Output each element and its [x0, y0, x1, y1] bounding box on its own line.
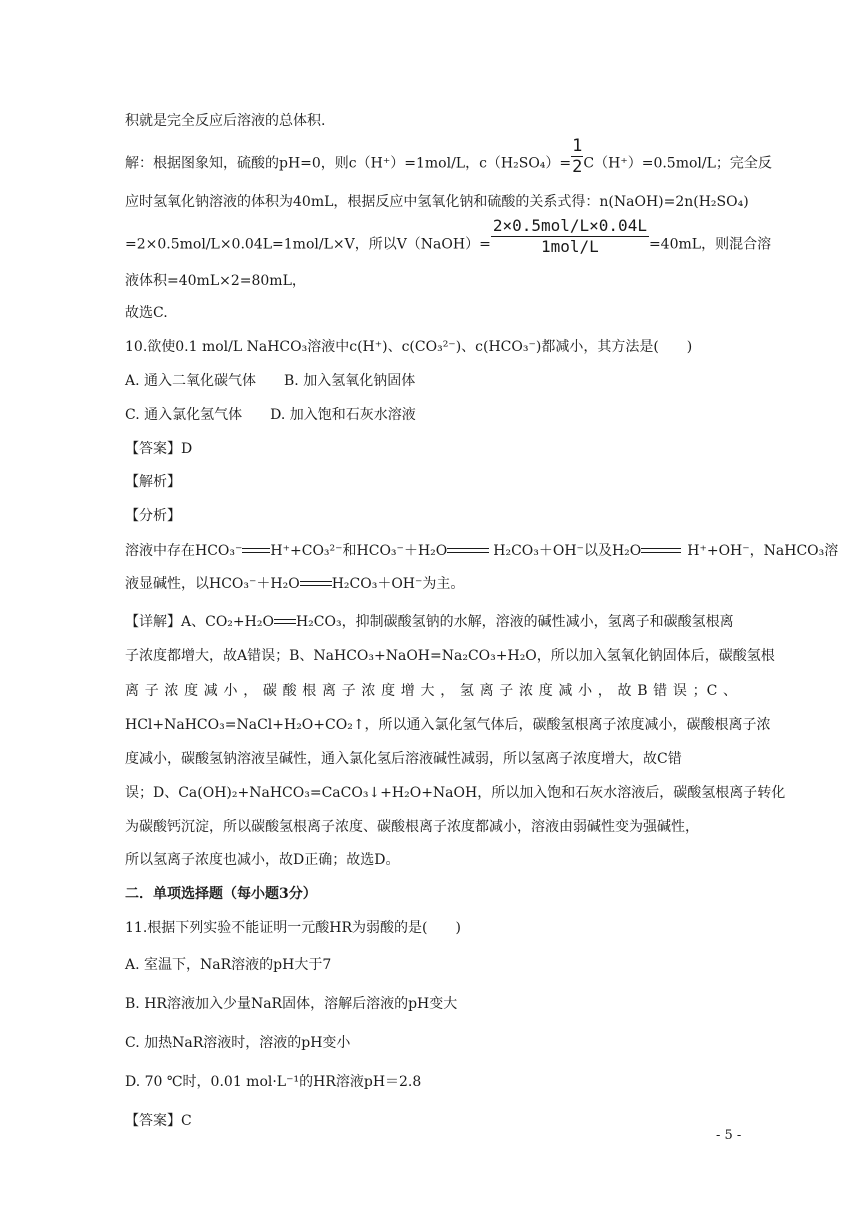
option-c: C. 加热NaR溶液时，溶液的pH变小: [125, 1035, 351, 1051]
answer-label: 【答案】D: [125, 441, 193, 457]
text-line: 应时氢氧化钠溶液的体积为40mL，根据反应中氢氧化钠和硫酸的关系式得：n(NaOH)=2n(H₂SO₄): [125, 194, 749, 210]
page-number: - 5 -: [716, 1128, 742, 1143]
text-segment: 液显碱性，以HCO₃⁻＋H₂O: [125, 576, 300, 592]
text-line: 积就是完全反应后溶液的总体积.: [125, 113, 326, 129]
text-segment: 【详解】A、CO₂+H₂O: [125, 614, 274, 630]
text-segment: 溶液中存在HCO₃⁻: [125, 543, 243, 559]
fraction-denominator: 1mol/L: [540, 237, 599, 256]
detail-line: 所以氢离子浓度也减小，故D正确；故选D。: [125, 852, 400, 868]
section-heading: 二．单项选择题（每小题3分）: [125, 886, 317, 902]
text-line: 液体积=40mL×2=80mL，: [125, 273, 306, 289]
detail-line: [125, 612, 737, 632]
equilibrium-arrow-icon: [274, 617, 296, 627]
option-a: A. 室温下，NaR溶液的pH大于7: [125, 957, 332, 973]
question-11: 11.根据下列实验不能证明一元酸HR为弱酸的是( ): [125, 920, 461, 936]
text-line: 故选C.: [125, 305, 168, 321]
analysis-subheading: 【分析】: [125, 508, 181, 524]
question-10: 10.欲使0.1 mol/L NaHCO₃溶液中c(H⁺)、c(CO₃²⁻)、c(HCO₃⁻)都减小，其方法是( ): [125, 339, 693, 355]
text-segment: H₂CO₃＋OH⁻以及H₂O: [493, 543, 642, 559]
text-segment: =2×0.5mol/L×0.04L=1mol/L×V，所以V（NaOH）=: [125, 236, 491, 253]
text-segment: 解：根据图象知，硫酸的pH=0，则c（H⁺）=1mol/L，c（H₂SO₄）=: [125, 155, 572, 172]
detail-line: 子浓度都增大，故A错误；B、NaHCO₃+NaOH=Na₂CO₃+H₂O，所以加入氢氧化钠固体后，碳酸氢根: [125, 648, 775, 664]
solution-line: [125, 136, 772, 177]
solution-line: [125, 216, 772, 257]
option-line: A. 通入二氧化碳气体 B. 加入氢氧化钠固体: [125, 373, 416, 389]
equilibrium-arrow-icon: [641, 546, 681, 556]
text-segment: C（H⁺）=0.5mol/L；完全反: [583, 155, 772, 172]
detail-line: 为碳酸钙沉淀，所以碳酸氢根离子浓度、碳酸根离子浓度都减小，溶液由弱碱性变为强碱性，: [125, 819, 699, 835]
detail-line: HCl+NaHCO₃=NaCl+H₂O+CO₂↑，所以通入氯化氢气体后，碳酸氢根离子浓度减小，碳酸根离子浓: [125, 717, 771, 733]
equilibrium-arrow-icon: [242, 546, 270, 556]
fraction: [491, 216, 649, 257]
equilibrium-arrow-icon: [300, 579, 332, 589]
option-d: D. 70 ℃时，0.01 mol·L⁻¹的HR溶液pH＝2.8: [125, 1074, 422, 1090]
option-b: B. HR溶液加入少量NaR固体，溶解后溶液的pH变大: [125, 996, 458, 1012]
text-segment: H⁺+CO₃²⁻和HCO₃⁻＋H₂O: [270, 543, 448, 559]
equilibrium-line: [125, 574, 737, 594]
answer-label: 【答案】C: [125, 1113, 192, 1129]
option-line: C. 通入氯化氢气体 D. 加入饱和石灰水溶液: [125, 407, 416, 423]
fraction-numerator: 1: [572, 136, 583, 156]
fraction: [571, 136, 583, 177]
fraction-denominator: 2: [572, 157, 583, 177]
detail-line: 度减小，碳酸氢钠溶液呈碱性，通入氯化氢后溶液碱性减弱，所以氢离子浓度增大，故C错: [125, 751, 682, 767]
text-segment: =40mL，则混合溶: [648, 236, 772, 253]
equilibrium-arrow-icon: [447, 546, 489, 556]
text-segment: H₂CO₃，抑制碳酸氢钠的水解，溶液的碱性减小，氢离子和碳酸氢根离: [295, 614, 734, 630]
equilibrium-line: [125, 541, 839, 561]
analysis-heading: 【解析】: [125, 474, 181, 490]
detail-line: 离子浓度减小，碳酸根离子浓度增大，氢离子浓度减小，故B错误；C、: [125, 683, 737, 699]
fraction-numerator: 2×0.5mol/L×0.04L: [492, 216, 647, 235]
text-segment: H₂CO₃＋OH⁻为主。: [331, 576, 465, 592]
detail-line: 误；D、Ca(OH)₂+NaHCO₃=CaCO₃↓+H₂O+NaOH，所以加入饱和石灰水溶液后，碳酸氢根离子转化: [125, 785, 786, 801]
text-segment: H⁺+OH⁻，NaHCO₃溶: [687, 543, 839, 559]
